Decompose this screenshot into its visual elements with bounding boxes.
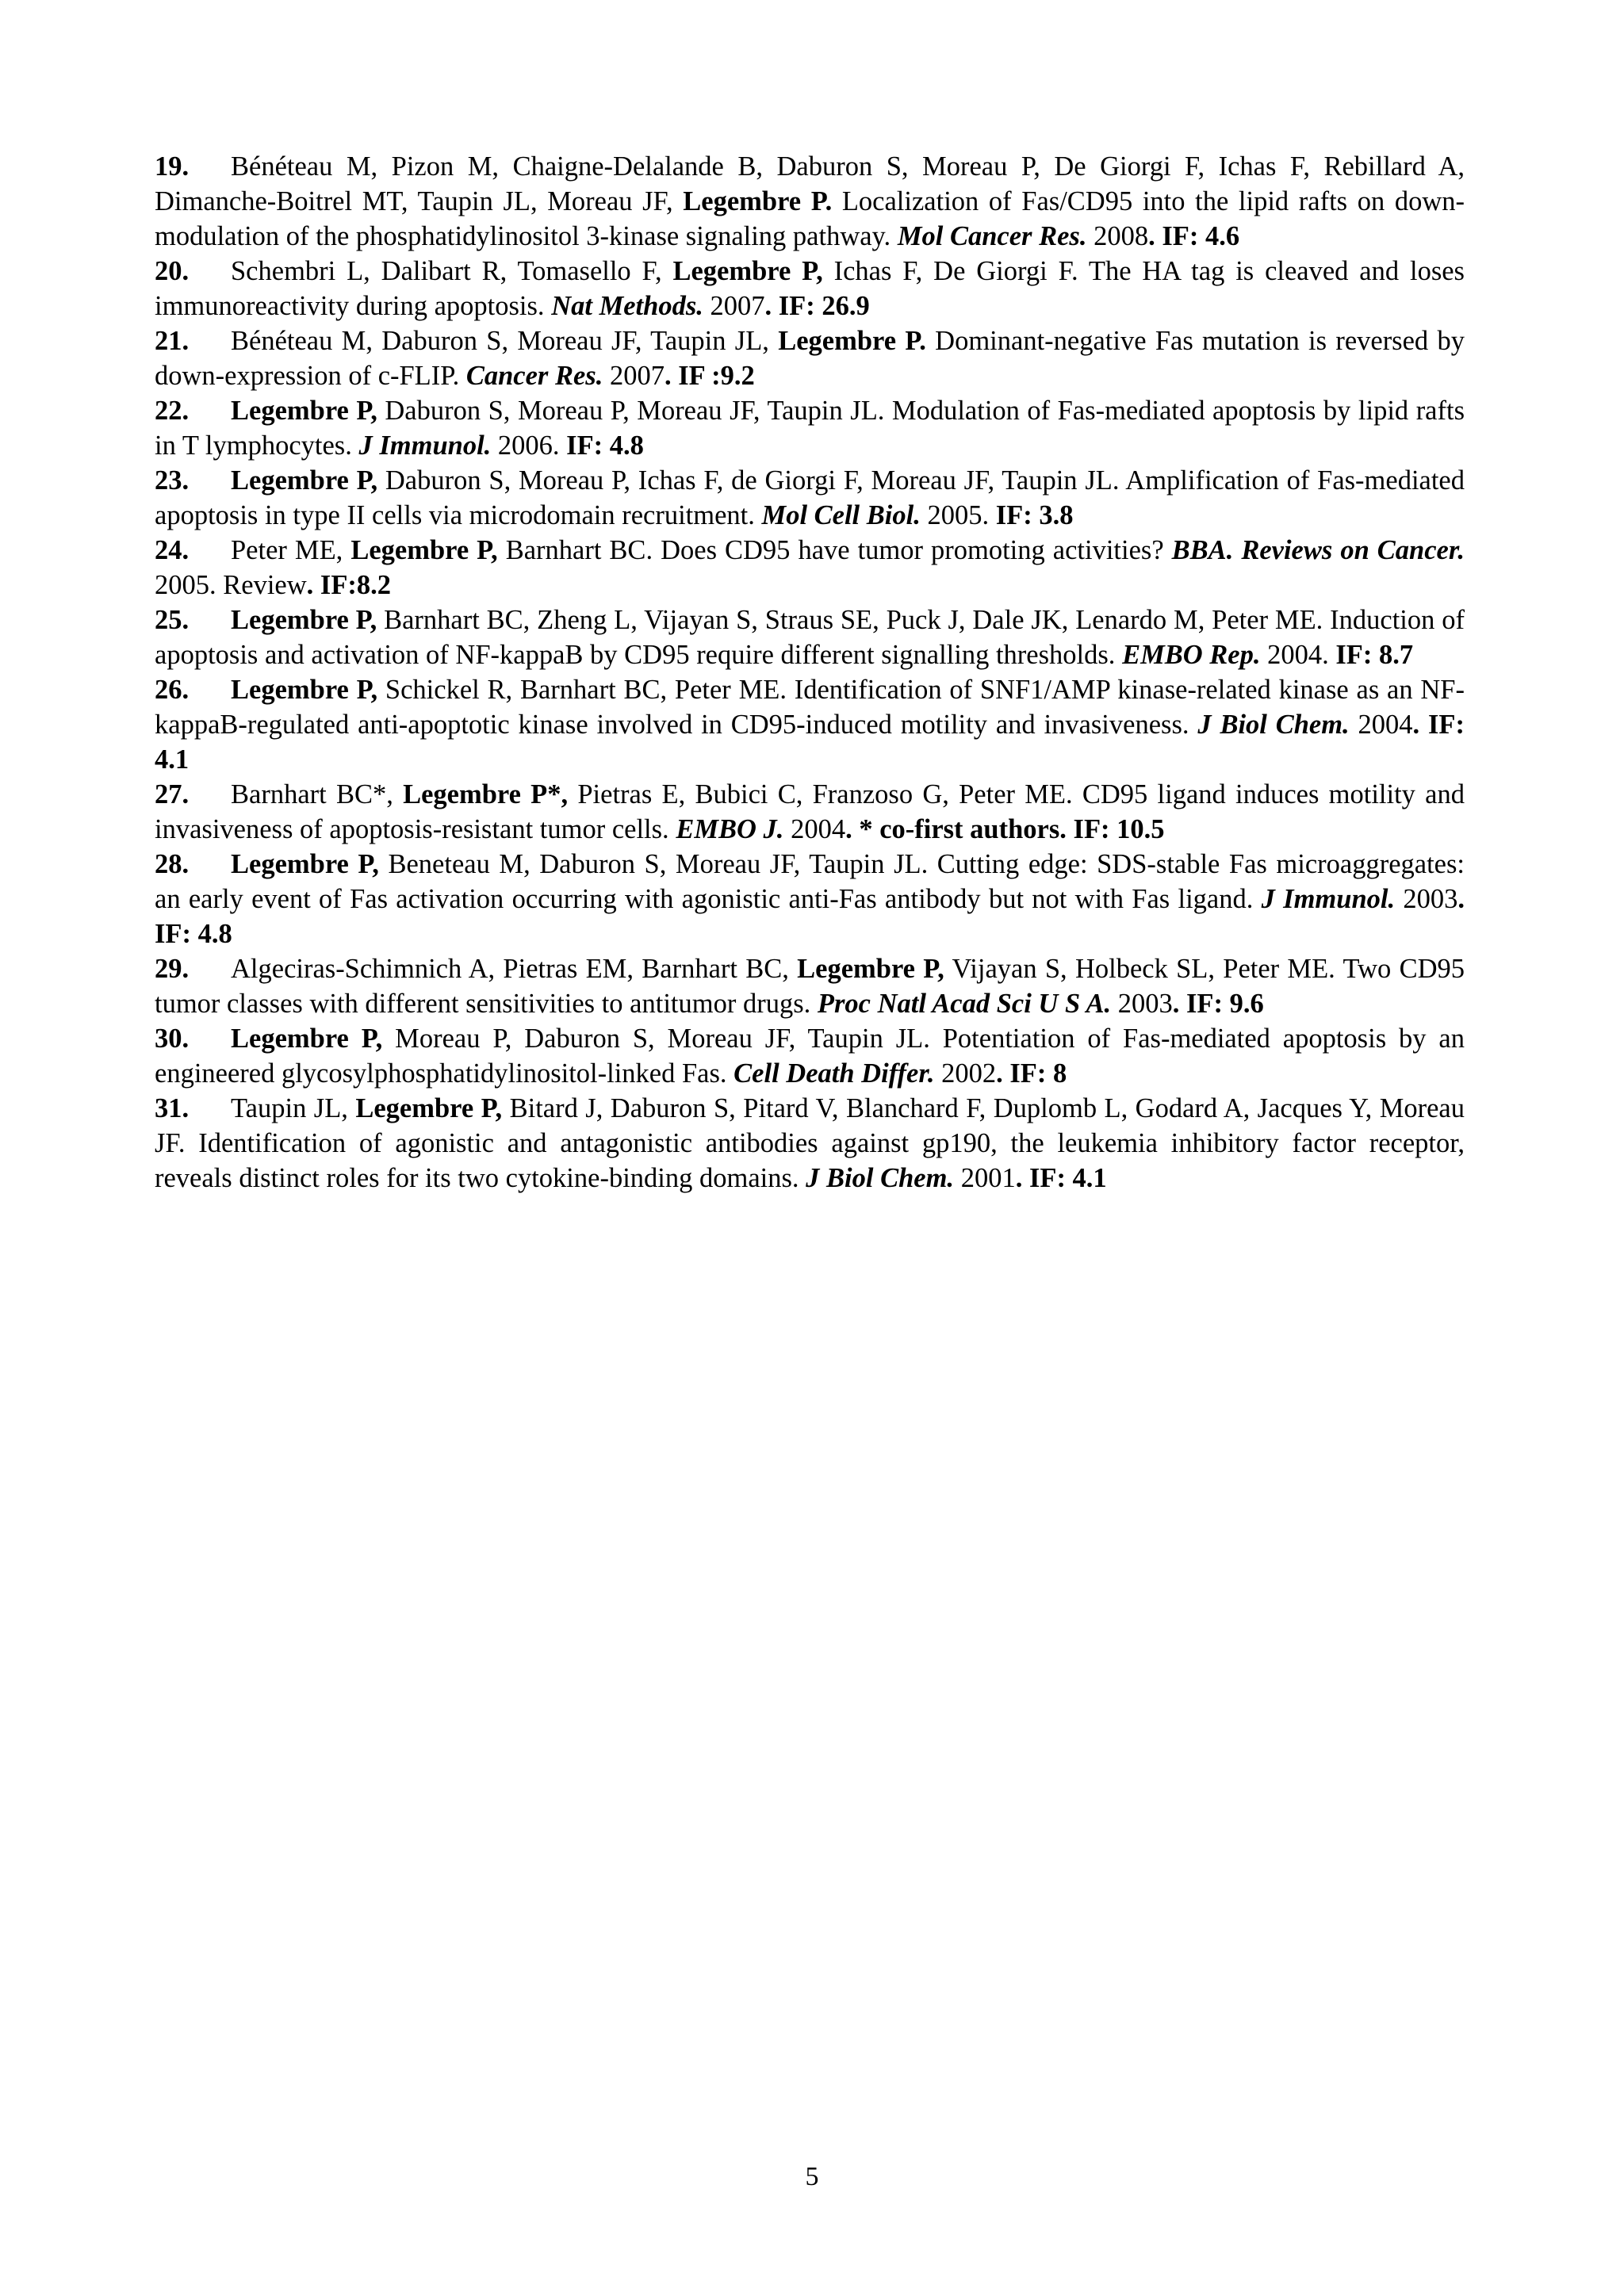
reference-text: 2005. <box>920 500 996 530</box>
reference-journal: Proc Natl Acad Sci U S A. <box>817 989 1112 1019</box>
reference-bold-text: . IF: 4.6 <box>1148 221 1240 251</box>
reference-text: Bénéteau M, Daburon S, Moreau JF, Taupin JL, <box>231 326 779 356</box>
reference-bold-text: . IF: 8 <box>996 1058 1067 1089</box>
reference-list <box>155 149 1465 1196</box>
reference-bold-text: . * co-first authors. IF: 10.5 <box>845 814 1165 844</box>
reference-text: Taupin JL, <box>231 1093 356 1123</box>
reference-text: Pietras E, Bubici C, Franzoso G, Peter ME. CD95 ligand induces motility and invasiveness of apoptosis-resistant tumor cells. <box>155 779 1465 844</box>
reference-journal: Mol Cell Biol. <box>761 500 921 530</box>
reference-bold-text: IF: 4.8 <box>566 430 644 461</box>
reference-text: 2004 <box>783 814 846 844</box>
reference-item <box>155 672 1465 777</box>
reference-item <box>155 951 1465 1021</box>
reference-bold-text: Legembre P. <box>778 326 926 356</box>
reference-item <box>155 463 1465 533</box>
reference-bold-text: Legembre P, <box>231 675 378 705</box>
reference-text: 2007 <box>703 291 765 321</box>
reference-text: Peter ME, <box>231 535 351 565</box>
reference-text: Ichas F, De Giorgi F. The HA tag is cleaved and loses immunoreactivity during apoptosis. <box>155 256 1465 321</box>
reference-bold-text: Legembre P, <box>231 396 377 426</box>
reference-number: 29. <box>155 954 190 984</box>
reference-text: 2002 <box>934 1058 997 1089</box>
reference-journal: Nat Methods. <box>551 291 703 321</box>
reference-item <box>155 777 1465 847</box>
page-number: 5 <box>805 2162 819 2191</box>
reference-text: Schickel R, Barnhart BC, Peter ME. Identification of SNF1/AMP kinase-related kinase as an NF-kappaB-regulated anti-apoptotic kinase involved in CD95-induced motility and invasiveness. <box>155 675 1465 740</box>
reference-text: 2003 <box>1111 989 1173 1019</box>
reference-text: Bénéteau M, Pizon M, Chaigne-Delalande B, Daburon S, Moreau P, De Giorgi F, Ichas F, Rebillard A, Dimanche-Boitrel MT, Taupin JL, Moreau JF, <box>155 151 1465 216</box>
reference-bold-text: Legembre P, <box>672 256 823 286</box>
reference-text: 2004. <box>1260 640 1336 670</box>
reference-number: 30. <box>155 1024 190 1054</box>
reference-text: Beneteau M, Daburon S, Moreau JF, Taupin JL. Cutting edge: SDS-stable Fas microaggregates: an early event of Fas activation occurring with agonistic anti-Fas antibody but not with Fas ligand. <box>155 849 1465 914</box>
reference-text: 2008 <box>1086 221 1149 251</box>
reference-text: 2007 <box>603 361 665 391</box>
reference-bold-text: IF: 3.8 <box>995 500 1074 530</box>
reference-bold-text: Legembre P, <box>350 535 498 565</box>
reference-number: 28. <box>155 849 190 879</box>
reference-text: Bitard J, Daburon S, Pitard V, Blanchard F, Duplomb L, Godard A, Jacques Y, Moreau JF. Identification of agonistic and antagonistic antibodies against gp190, the leukemia inhibitory factor receptor, reveals distinct roles for its two cytokine-binding domains. <box>155 1093 1465 1193</box>
reference-item <box>155 603 1465 672</box>
reference-bold-text: . IF: 26.9 <box>764 291 870 321</box>
reference-text: 2005. Review <box>155 570 307 600</box>
reference-text: Barnhart BC, Zheng L, Vijayan S, Straus SE, Puck J, Dale JK, Lenardo M, Peter ME. Induction of apoptosis and activation of NF-kappaB by CD95 require different signalling thresholds. <box>155 605 1465 670</box>
reference-item <box>155 393 1465 463</box>
reference-bold-text: Legembre P, <box>231 849 379 879</box>
reference-text: Barnhart BC*, <box>231 779 404 809</box>
reference-item <box>155 323 1465 393</box>
reference-text: Moreau P, Daburon S, Moreau JF, Taupin JL. Potentiation of Fas-mediated apoptosis by an engineered glycosylphosphatidylinositol-linked Fas. <box>155 1024 1465 1089</box>
reference-text: Barnhart BC. Does CD95 have tumor promoting activities? <box>497 535 1172 565</box>
reference-journal: EMBO J. <box>676 814 784 844</box>
reference-bold-text: Legembre P, <box>231 605 377 635</box>
reference-bold-text: Legembre P, <box>231 465 378 496</box>
reference-bold-text: Legembre P, <box>231 1024 383 1054</box>
reference-text: 2003 <box>1395 884 1458 914</box>
reference-item <box>155 149 1465 254</box>
reference-number: 19. <box>155 151 190 182</box>
reference-item <box>155 533 1465 603</box>
reference-text: Dominant-negative Fas mutation is reversed by down-expression of c-FLIP. <box>155 326 1465 391</box>
reference-bold-text: . IF: 4.8 <box>155 884 1465 949</box>
reference-journal: Cancer Res. <box>465 361 603 391</box>
reference-number: 26. <box>155 675 190 705</box>
reference-journal: EMBO Rep. <box>1122 640 1261 670</box>
reference-bold-text: . IF :9.2 <box>664 361 755 391</box>
reference-text: Daburon S, Moreau P, Ichas F, de Giorgi F, Moreau JF, Taupin JL. Amplification of Fas-mediated apoptosis in type II cells via microdomain recruitment. <box>155 465 1465 530</box>
reference-number: 31. <box>155 1093 190 1123</box>
reference-number: 23. <box>155 465 190 496</box>
reference-text: 2004 <box>1349 710 1413 740</box>
reference-text: Algeciras-Schimnich A, Pietras EM, Barnhart BC, <box>231 954 798 984</box>
reference-text: Localization of Fas/CD95 into the lipid rafts on down-modulation of the phosphatidylinositol 3-kinase signaling pathway. <box>155 186 1465 251</box>
reference-number: 22. <box>155 396 190 426</box>
reference-bold-text: Legembre P, <box>355 1093 503 1123</box>
reference-journal: Mol Cancer Res. <box>897 221 1087 251</box>
reference-journal: J Biol Chem. <box>806 1163 955 1193</box>
reference-bold-text: . IF: 4.1 <box>1015 1163 1107 1193</box>
reference-number: 27. <box>155 779 190 809</box>
reference-journal: Cell Death Differ. <box>733 1058 935 1089</box>
reference-item <box>155 254 1465 323</box>
reference-bold-text: Legembre P, <box>797 954 944 984</box>
reference-text: Schembri L, Dalibart R, Tomasello F, <box>231 256 673 286</box>
reference-bold-text: Legembre P*, <box>403 779 569 809</box>
reference-item <box>155 1091 1465 1196</box>
reference-item <box>155 847 1465 951</box>
reference-journal: J Immunol. <box>1261 884 1396 914</box>
reference-text: 2001 <box>954 1163 1016 1193</box>
reference-text: 2006. <box>491 430 567 461</box>
reference-item <box>155 1021 1465 1091</box>
reference-number: 21. <box>155 326 190 356</box>
reference-bold-text: . IF: 4.1 <box>155 710 1465 775</box>
reference-text: Vijayan S, Holbeck SL, Peter ME. Two CD95 tumor classes with different sensitivities to antitumor drugs. <box>155 954 1465 1019</box>
reference-text: Daburon S, Moreau P, Moreau JF, Taupin JL. Modulation of Fas-mediated apoptosis by lipid rafts in T lymphocytes. <box>155 396 1465 461</box>
reference-number: 25. <box>155 605 190 635</box>
reference-journal: BBA. Reviews on Cancer. <box>1171 535 1465 565</box>
reference-number: 24. <box>155 535 190 565</box>
reference-bold-text: IF: 8.7 <box>1335 640 1414 670</box>
reference-bold-text: . IF: 9.6 <box>1172 989 1264 1019</box>
reference-journal: J Immunol. <box>358 430 492 461</box>
reference-bold-text: Legembre P. <box>683 186 833 216</box>
reference-number: 20. <box>155 256 190 286</box>
reference-bold-text: . IF:8.2 <box>306 570 392 600</box>
reference-journal: J Biol Chem. <box>1197 710 1350 740</box>
